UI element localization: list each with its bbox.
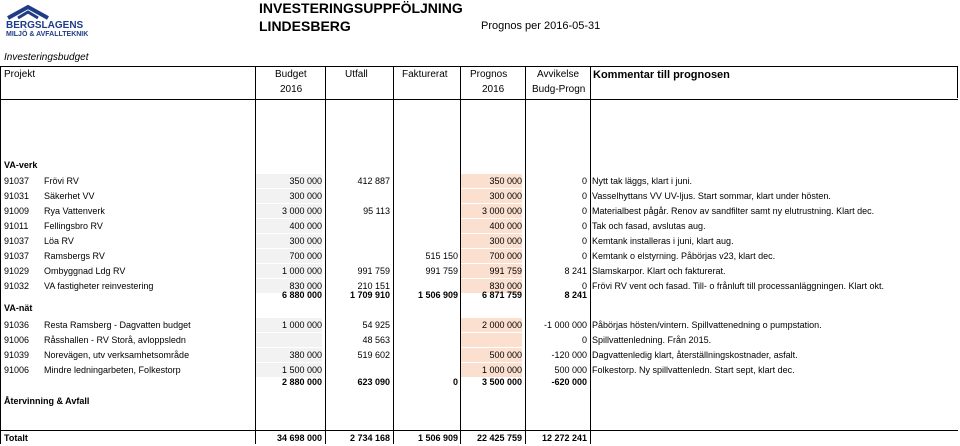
kommentar-text: Materialbest pågår. Renov av sandfilter samt ny elutrustning. Klart dec. [592,206,875,216]
table-row [0,204,958,218]
prognos-value: 2 000 000 [461,318,522,332]
avvikelse-value: 0 [581,176,587,186]
avvikelse-value: 0 [581,236,587,246]
fakturerat-value [394,189,458,203]
report-title: INVESTERINGSUPPFÖLJNING [259,0,463,16]
subtotal-row [0,375,958,389]
prognos-date: Prognos per 2016-05-31 [481,20,601,32]
subtotal-avvikelse: 8 241 [564,290,587,300]
table-row [0,318,958,332]
project-name: VA fastigheter reinvestering [44,281,154,291]
project-id: 91011 [4,221,29,231]
kommentar-text: Spillvattenledning. Från 2015. [592,335,712,345]
table-row [0,348,958,362]
kommentar-text: Tak och fasad, avslutas aug. [592,221,706,231]
fakturerat-value [394,174,458,188]
subtotal-prognos: 3 500 000 [481,377,522,387]
prognos-value [461,333,522,347]
budget-value: 830 000 [256,279,322,293]
subtotal-prognos: 6 871 759 [481,290,522,300]
budget-value: 300 000 [256,189,322,203]
project-name: Mindre ledningarbeten, Folkestorp [44,365,181,375]
table-row [0,189,958,203]
kommentar-text: Slamskarpor. Klart och fakturerat. [592,266,726,276]
prognos-value: 350 000 [461,174,522,188]
kommentar-text: Frövi RV vent och fasad. Till- o frånluft till processanläggningen. Klart okt. [592,281,884,291]
project-name: Löa RV [44,236,74,246]
avvikelse-value: 0 [581,206,587,216]
project-id: 91036 [4,320,30,330]
kommentar-text: Folkestorp. Ny spillvattenledn. Start sept, klart dec. [592,365,795,375]
avvikelse-value: -120 000 [551,350,587,360]
project-id: 91037 [4,176,30,186]
total-row [0,430,958,445]
utfall-value: 95 113 [363,206,390,216]
prognos-value: 991 759 [461,264,522,278]
subtotal-budget: 6 880 000 [281,290,322,300]
prognos-value: 3 000 000 [461,204,522,218]
project-name: Resta Ramsberg - Dagvatten budget [44,320,191,330]
utfall-value [326,249,390,263]
grid-line [957,66,958,98]
table-row [0,264,958,278]
project-name: Frövi RV [44,176,79,186]
kommentar-text: Nytt tak läggs, klart i juni. [592,176,693,186]
prognos-value: 500 000 [461,348,522,362]
project-id: 91006 [4,365,30,375]
fakturerat-value: 991 759 [425,266,458,276]
budget-value: 700 000 [256,249,322,263]
fakturerat-value [394,318,458,332]
col-fakturerat: Fakturerat [402,69,448,80]
utfall-value: 412 887 [357,176,390,186]
col-avvikelse: Avvikelse [537,69,580,80]
total-avvikelse: 12 272 241 [541,433,587,443]
project-name: Ombyggnad Ldg RV [44,266,126,276]
project-name: Norevägen, utv verksamhetsområde [44,350,190,360]
utfall-value: 54 925 [362,320,390,330]
avvikelse-value: 0 [581,251,587,261]
col-prognos: Prognos [470,69,508,80]
project-id: 91039 [4,350,30,360]
col-prognos-year: 2016 [482,84,505,95]
avvikelse-value: -1 000 000 [543,320,587,330]
avvikelse-value: 0 [581,191,587,201]
subtotal-budget: 2 880 000 [281,377,322,387]
subtotal-utfall: 623 090 [357,377,390,387]
avvikelse-value: 500 000 [554,365,587,375]
table-row [0,333,958,347]
subtotal-fakturerat: 0 [452,377,458,387]
budget-value: 1 500 000 [256,363,322,377]
prognos-value: 830 000 [461,279,522,293]
budget-value: 350 000 [256,174,322,188]
col-utfall: Utfall [345,69,368,80]
utfall-value: 48 563 [362,335,390,345]
utfall-value [326,234,390,248]
project-id: 91006 [4,335,30,345]
total-utfall: 2 734 168 [349,433,390,443]
table-row [0,174,958,188]
prognos-value: 400 000 [461,219,522,233]
project-id: 91037 [4,236,30,246]
fakturerat-value [394,333,458,347]
prognos-value: 300 000 [461,189,522,203]
subtotal-utfall: 1 709 910 [349,290,390,300]
project-id: 91029 [4,266,30,276]
project-id: 91031 [4,191,30,201]
project-id: 91032 [4,281,30,291]
avvikelse-value: 0 [581,281,587,291]
col-kommentar: Kommentar till prognosen [593,69,730,81]
prognos-value: 300 000 [461,234,522,248]
utfall-value: 991 759 [357,266,390,276]
total-budget: 34 698 000 [276,433,322,443]
table-row [0,219,958,233]
project-id: 91037 [4,251,30,261]
project-name: Fellingsbro RV [44,221,103,231]
total-fakturerat: 1 506 909 [417,433,458,443]
logo-line2: MILJÖ & AVFALLTEKNIK [6,31,89,38]
budget-value: 300 000 [256,234,322,248]
kommentar-text: Kemtank o elstyrning. Påbörjas v23, klart dec. [592,251,776,261]
avvikelse-value: 0 [581,335,587,345]
utfall-value [326,219,390,233]
budget-value: 1 000 000 [256,264,322,278]
fakturerat-value: 515 150 [425,251,458,261]
fakturerat-value [394,204,458,218]
col-avvikelse-sub: Budg-Progn [532,84,586,95]
col-projekt: Projekt [4,69,36,80]
section-va-verk: VA-verk [4,160,38,170]
col-budget-year: 2016 [280,84,303,95]
table-row [0,249,958,263]
fakturerat-value [394,234,458,248]
company-logo [4,4,126,38]
budget-value: 1 000 000 [256,318,322,332]
budget-value: 3 000 000 [256,204,322,218]
budget-value: 400 000 [256,219,322,233]
total-prognos: 22 425 759 [476,433,522,443]
avvikelse-value: 0 [581,221,587,231]
project-name: Råsshallen - RV Storå, avloppsledn [44,335,186,345]
section-va-nat: VA-nät [4,303,33,313]
avvikelse-value: 8 241 [564,266,587,276]
budget-value: 380 000 [256,348,322,362]
logo-line1: BERGSLAGENS [6,20,84,31]
section-atervinning: Återvinning & Avfall [4,396,90,406]
report-subtitle-municipality: LINDESBERG [259,18,351,34]
section-subtitle: Investeringsbudget [4,52,89,63]
utfall-value [326,189,390,203]
subtotal-fakturerat: 1 506 909 [417,290,458,300]
prognos-value: 700 000 [461,249,522,263]
project-name: Säkerhet VV [44,191,95,201]
utfall-value: 519 602 [357,350,390,360]
fakturerat-value [394,348,458,362]
kommentar-text: Påbörjas hösten/vintern. Spillvattenedning o pumpstation. [592,320,822,330]
kommentar-text: Kemtank installeras i juni, klart aug. [592,236,734,246]
total-label: Totalt [4,433,28,443]
column-header-band [0,66,958,100]
table-row [0,234,958,248]
kommentar-text: Vasselhyttans VV UV-ljus. Start sommar, klart under hösten. [592,191,831,201]
budget-value [256,333,322,347]
subtotal-row [0,288,958,302]
fakturerat-value [394,219,458,233]
kommentar-text: Dagvattenledig klart, återställningskostnader, asfalt. [592,350,798,360]
col-budget: Budget [275,69,307,80]
prognos-value: 1 000 000 [461,363,522,377]
project-name: Rya Vattenverk [44,206,105,216]
project-id: 91009 [4,206,30,216]
project-name: Ramsbergs RV [44,251,105,261]
utfall-value: 210 151 [357,281,390,291]
subtotal-avvikelse: -620 000 [551,377,587,387]
